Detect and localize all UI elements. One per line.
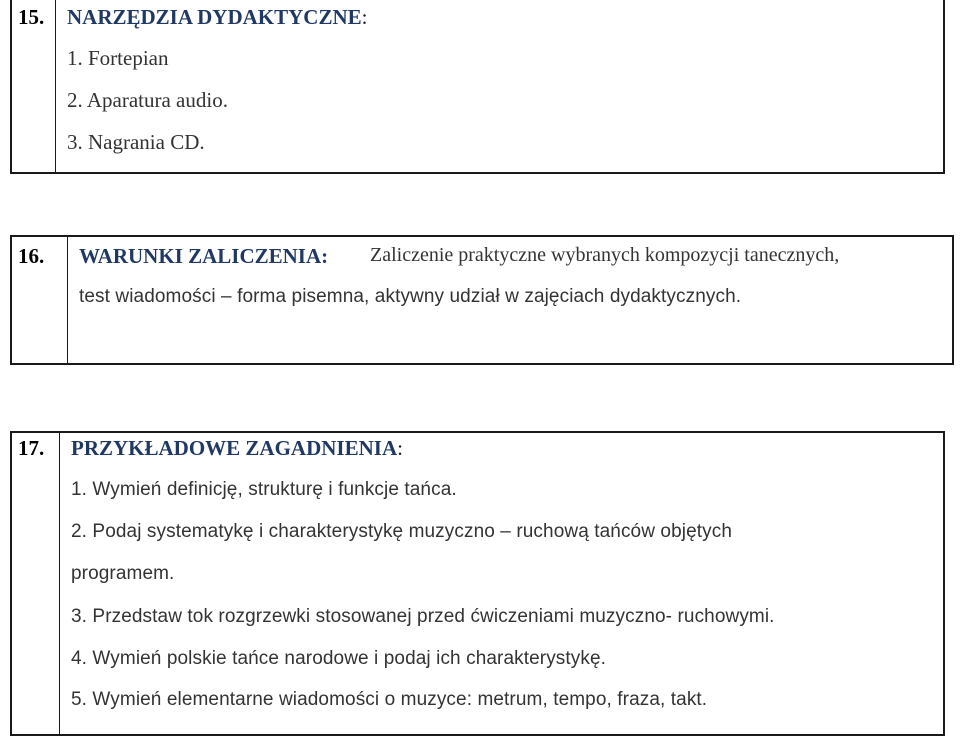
section-17-item-2: 2. Podaj systematykę i charakterystykę muzyczno – ruchową tańców objętych (71, 521, 732, 542)
section-17-heading (71, 436, 403, 461)
section-17-item-5: 5. Wymień elementarne wiadomości o muzyce: metrum, tempo, fraza, takt. (71, 689, 708, 710)
section-17-divider (59, 433, 60, 734)
section-15-heading (67, 5, 367, 30)
section-17-item-4: 4. Wymień polskie tańce narodowe i podaj ich charakterystykę. (71, 648, 607, 669)
section-16-heading-text: WARUNKI ZALICZENIA: (79, 244, 329, 268)
section-15-heading-text: NARZĘDZIA DYDAKTYCZNE (67, 5, 362, 29)
section-17-heading-text: PRZYKŁADOWE ZAGADNIENIA (71, 436, 398, 460)
section-17-item-3: 3. Przedstaw tok rozgrzewki stosowanej przed ćwiczeniami muzyczno- ruchowymi. (71, 606, 775, 627)
section-15-item-1: 1. Fortepian (67, 46, 169, 70)
section-16-line-2: test wiadomości – forma pisemna, aktywny udział w zajęciach dydaktycznych. (79, 286, 742, 307)
section-17-item-2-cont: programem. (71, 563, 175, 584)
section-15-heading-colon: : (361, 5, 368, 29)
section-15-divider (55, 0, 56, 172)
section-16-divider (67, 237, 68, 363)
section-15-number: 15. (18, 5, 45, 29)
section-16-line-1: Zaliczenie praktyczne wybranych kompozycji tanecznych, (370, 244, 840, 266)
section-15-item-2: 2. Aparatura audio. (67, 88, 228, 112)
section-16-heading (79, 244, 328, 269)
section-17-item-1: 1. Wymień definicję, strukturę i funkcje tańca. (71, 479, 457, 500)
section-15-item-3: 3. Nagrania CD. (67, 130, 205, 154)
section-17-heading-colon: : (397, 436, 403, 460)
section-17-number: 17. (18, 436, 45, 460)
section-16-number: 16. (18, 244, 45, 268)
